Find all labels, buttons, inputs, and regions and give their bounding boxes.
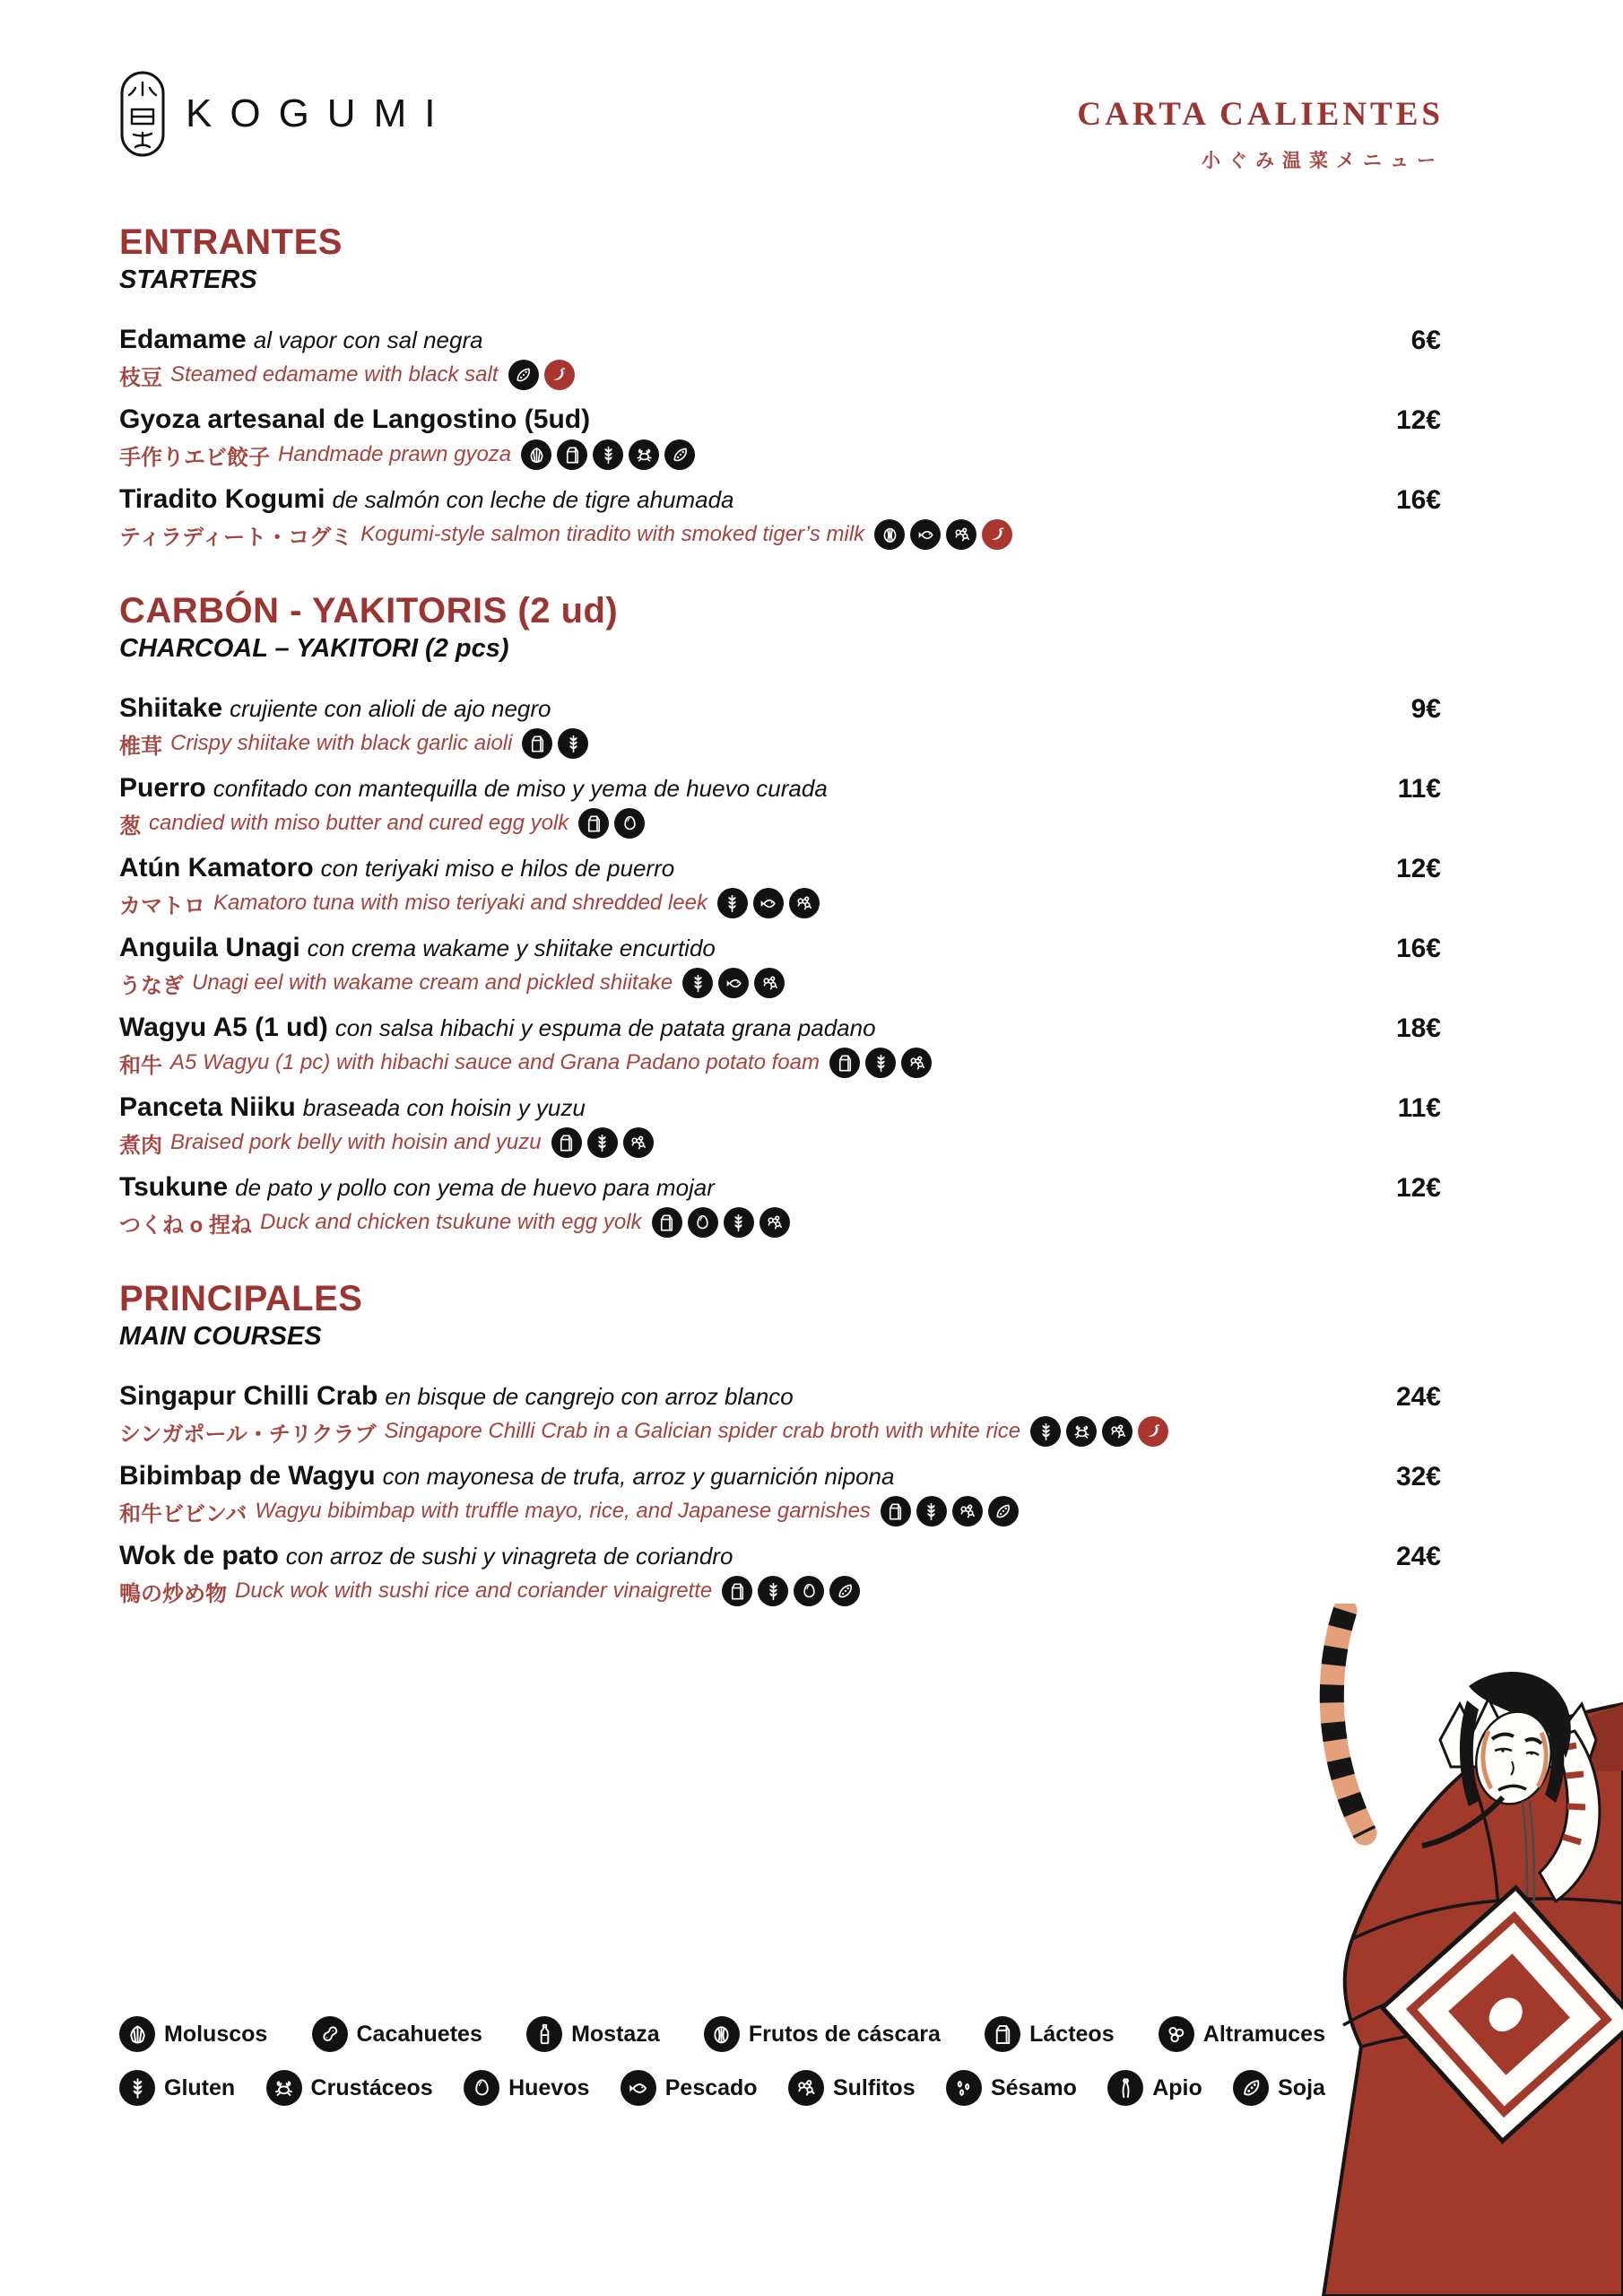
soja-icon [508, 360, 539, 390]
lacteos-icon [557, 439, 587, 470]
legend-item-pescado [621, 2070, 758, 2106]
item-desc-es: en bisque de cangrejo con arroz blanco [385, 1383, 794, 1410]
legend-label: Frutos de cáscara [748, 2021, 941, 2047]
item-name: Panceta Niiku [119, 1092, 296, 1122]
item-desc-en: Kamatoro tuna with miso teriyaki and shredded leek [213, 891, 707, 915]
gluten-icon [865, 1048, 896, 1078]
item-jp: 椎茸 [119, 734, 162, 759]
sulfitos-icon [754, 968, 785, 998]
soja-icon [988, 1496, 1019, 1526]
moluscos-icon [119, 2016, 155, 2052]
item-desc-en: Braised pork belly with hoisin and yuzu [170, 1130, 542, 1154]
legend-item-crustaceos [266, 2070, 433, 2106]
huevos-icon [688, 1207, 718, 1238]
section-title-es: PRINCIPALES [119, 1279, 363, 1318]
item-price: 18€ [1395, 1013, 1441, 1043]
menu-item [119, 1012, 1441, 1080]
legend-item-cacahuetes [312, 2016, 482, 2052]
item-desc-es: con salsa hibachi y espuma de patata grana padano [334, 1014, 876, 1041]
gluten-icon [119, 2070, 155, 2106]
item-price: 12€ [1395, 1173, 1441, 1203]
crustaceos-icon [266, 2070, 302, 2106]
item-desc-en: Crispy shiitake with black garlic aioli [170, 731, 513, 755]
menu-item [119, 1171, 1441, 1239]
sulfitos-icon [789, 888, 820, 918]
item-jp: 葱 [119, 813, 141, 839]
item-price: 12€ [1395, 405, 1441, 435]
item-allergens [881, 1496, 1019, 1526]
item-allergens [722, 1576, 860, 1606]
moluscos-icon [521, 439, 551, 470]
pescado-icon [753, 888, 784, 918]
item-allergens [829, 1048, 932, 1078]
item-desc-es: con arroz de sushi y vinagreta de coriandro [285, 1543, 733, 1570]
item-desc-es: de salmón con leche de tigre ahumada [332, 486, 734, 513]
item-desc-es: crujiente con alioli de ajo negro [230, 695, 551, 722]
item-allergens [578, 808, 645, 839]
item-name: Bibimbap de Wagyu [119, 1461, 376, 1491]
item-jp: カマトロ [119, 893, 205, 918]
gluten-icon [717, 888, 748, 918]
legend-label: Gluten [164, 2074, 236, 2100]
legend-item-frutos-cascara [704, 2016, 941, 2052]
menu-item [119, 852, 1441, 920]
menu-section [119, 1279, 1441, 1608]
item-desc-es: con mayonesa de trufa, arroz y guarnición nipona [382, 1463, 895, 1490]
pescado-icon [718, 968, 749, 998]
soja-icon [829, 1576, 860, 1606]
legend-item-mostaza [526, 2016, 660, 2052]
menu-item [119, 324, 1441, 392]
item-name: Anguila Unagi [119, 933, 300, 962]
legend-label: Crustáceos [310, 2074, 433, 2100]
item-jp: 煮肉 [119, 1133, 162, 1158]
item-price: 24€ [1395, 1542, 1441, 1571]
sulfitos-icon [788, 2070, 824, 2106]
huevos-icon [464, 2070, 499, 2106]
item-desc-en: Kogumi-style salmon tiradito with smoked tiger’s milk [360, 522, 865, 546]
sulfitos-icon [623, 1127, 654, 1158]
striped-pole-icon [1332, 1611, 1365, 1833]
pescado-icon [621, 2070, 656, 2106]
item-name: Atún Kamatoro [119, 853, 314, 883]
item-jp: うなぎ [119, 973, 184, 998]
item-jp: 和牛 [119, 1053, 162, 1078]
item-price: 6€ [1410, 326, 1441, 355]
item-name: Puerro [119, 773, 206, 803]
lacteos-icon [985, 2016, 1020, 2052]
item-desc-es: con teriyaki miso e hilos de puerro [320, 855, 675, 882]
legend-label: Lácteos [1029, 2021, 1115, 2047]
legend-row [119, 2016, 1325, 2052]
menu-item [119, 404, 1441, 472]
altramuces-icon [1159, 2016, 1194, 2052]
item-desc-es: con crema wakame y shiitake encurtido [307, 935, 716, 961]
legend-label: Pescado [664, 2074, 758, 2100]
mostaza-icon [526, 2016, 562, 2052]
legend-label: Soja [1278, 2074, 1325, 2100]
pescado-icon [910, 519, 941, 550]
item-jp: 和牛ビビンバ [119, 1501, 247, 1526]
item-jp: 鴨の炒め物 [119, 1581, 227, 1606]
lacteos-icon [551, 1127, 582, 1158]
frutos-cascara-icon [874, 519, 905, 550]
item-desc-en: candied with miso butter and cured egg yolk [149, 811, 569, 835]
frutos-cascara-icon [704, 2016, 740, 2052]
legend-item-sulfitos [788, 2070, 916, 2106]
menu-item [119, 1460, 1441, 1528]
legend-item-sesamo [946, 2070, 1077, 2106]
item-price: 16€ [1395, 934, 1441, 963]
page-title: CARTA CALIENTES [1077, 96, 1444, 133]
legend-item-huevos [464, 2070, 589, 2106]
legend-label: Moluscos [164, 2021, 268, 2047]
gluten-icon [916, 1496, 947, 1526]
menu-item [119, 1380, 1441, 1448]
item-allergens [521, 439, 695, 470]
page-subtitle-jp: 小ぐみ温菜メニュー [1202, 151, 1444, 171]
legend-item-lacteos [985, 2016, 1114, 2052]
sulfitos-icon [952, 1496, 983, 1526]
item-jp: 手作りエビ餃子 [119, 445, 270, 470]
item-allergens [522, 728, 588, 759]
brand-wordmark: KOGUMI [186, 91, 454, 135]
gluten-icon [587, 1127, 618, 1158]
item-price: 16€ [1395, 485, 1441, 515]
item-allergens [682, 968, 785, 998]
item-name: Wok de pato [119, 1541, 279, 1570]
item-jp: シンガポール・チリクラブ [119, 1422, 377, 1447]
section-title-es: ENTRANTES [119, 222, 343, 262]
gluten-icon [724, 1207, 754, 1238]
item-name: Singapur Chilli Crab [119, 1381, 378, 1411]
legend-item-gluten [119, 2070, 235, 2106]
item-price: 32€ [1395, 1462, 1441, 1492]
lacteos-icon [829, 1048, 860, 1078]
gluten-icon [758, 1576, 788, 1606]
item-jp: つくね o 捏ね [119, 1213, 252, 1238]
item-price: 24€ [1395, 1382, 1441, 1412]
item-allergens [1030, 1416, 1168, 1447]
item-allergens [508, 360, 575, 390]
gluten-icon [558, 728, 588, 759]
lacteos-icon [652, 1207, 682, 1238]
sulfitos-icon [946, 519, 976, 550]
item-desc-en: Duck wok with sushi rice and coriander vinaigrette [235, 1578, 713, 1603]
legend-label: Altramuces [1202, 2021, 1325, 2047]
item-price: 11€ [1397, 774, 1441, 804]
item-name: Tiradito Kogumi [119, 484, 325, 514]
huevos-icon [794, 1576, 824, 1606]
item-desc-en: Singapore Chilli Crab in a Galician spider crab broth with white rice [384, 1419, 1021, 1443]
sulfitos-icon [901, 1048, 932, 1078]
section-items [119, 692, 1441, 1239]
legend-label: Sésamo [990, 2074, 1077, 2100]
item-allergens [652, 1207, 790, 1238]
section-title-en: STARTERS [119, 265, 257, 294]
gluten-icon [593, 439, 623, 470]
menu-item [119, 932, 1441, 1000]
item-name: Gyoza artesanal de Langostino (5ud) [119, 404, 591, 434]
crustaceos-icon [1066, 1416, 1097, 1447]
crustaceos-icon [629, 439, 659, 470]
section-title-en: CHARCOAL – YAKITORI (2 pcs) [119, 634, 509, 663]
soja-icon [664, 439, 695, 470]
gluten-icon [1030, 1416, 1061, 1447]
legend-label: Mostaza [571, 2021, 660, 2047]
item-jp: ティラディート・コグミ [119, 525, 353, 550]
item-price: 11€ [1397, 1093, 1441, 1123]
item-allergens [551, 1127, 654, 1158]
menu-item [119, 483, 1441, 552]
soja-icon [1233, 2070, 1269, 2106]
lacteos-icon [522, 728, 552, 759]
menu-section [119, 591, 1441, 1239]
item-name: Shiitake [119, 693, 223, 723]
menu-item [119, 1540, 1441, 1608]
huevos-icon [614, 808, 645, 839]
section-title-en: MAIN COURSES [119, 1322, 322, 1351]
sulfitos-icon [1102, 1416, 1133, 1447]
item-allergens [874, 519, 1012, 550]
item-desc-es: confitado con mantequilla de miso y yema de huevo curada [213, 775, 828, 802]
item-name: Tsukune [119, 1172, 229, 1202]
item-desc-es: braseada con hoisin y yuzu [302, 1094, 586, 1121]
legend-row [119, 2070, 1325, 2106]
section-title-es: CARBÓN - YAKITORIS (2 ud) [119, 591, 619, 631]
legend-item-apio [1107, 2070, 1202, 2106]
gluten-icon [682, 968, 713, 998]
legend-label: Sulfitos [832, 2074, 916, 2100]
picante-icon [1138, 1416, 1168, 1447]
item-price: 12€ [1395, 854, 1441, 883]
legend-label: Huevos [508, 2074, 590, 2100]
legend-item-moluscos [119, 2016, 267, 2052]
item-desc-en: Duck and chicken tsukune with egg yolk [260, 1210, 642, 1234]
item-desc-en: Wagyu bibimbap with truffle mayo, rice, and Japanese garnishes [255, 1499, 871, 1523]
brand-logo [119, 70, 453, 158]
lacteos-icon [578, 808, 609, 839]
allergen-legend [119, 2016, 1325, 2124]
legend-label: Cacahuetes [356, 2021, 482, 2047]
item-allergens [717, 888, 820, 918]
cacahuetes-icon [312, 2016, 348, 2052]
section-items [119, 1380, 1441, 1608]
header [119, 70, 1444, 173]
legend-label: Apio [1152, 2074, 1202, 2100]
menu-sections [119, 222, 1441, 1648]
menu-item [119, 692, 1441, 761]
menu-section [119, 222, 1441, 552]
item-jp: 枝豆 [119, 365, 162, 390]
item-desc-en: Handmade prawn gyoza [278, 442, 512, 466]
item-desc-en: Steamed edamame with black salt [170, 362, 499, 387]
apio-icon [1107, 2070, 1143, 2106]
lacteos-icon [722, 1576, 752, 1606]
kogumi-seal-icon [119, 70, 166, 158]
lacteos-icon [881, 1496, 911, 1526]
picante-icon [982, 519, 1012, 550]
item-desc-en: Unagi eel with wakame cream and pickled shiitake [192, 970, 673, 995]
picante-icon [544, 360, 575, 390]
section-items [119, 324, 1441, 552]
sesamo-icon [946, 2070, 982, 2106]
menu-item [119, 772, 1441, 840]
item-name: Edamame [119, 325, 247, 354]
kabuki-illustration [1289, 1604, 1623, 2296]
menu-item [119, 1091, 1441, 1160]
item-desc-en: A5 Wagyu (1 pc) with hibachi sauce and Grana Padano potato foam [170, 1050, 820, 1074]
item-name: Wagyu A5 (1 ud) [119, 1013, 328, 1042]
item-desc-es: al vapor con sal negra [253, 326, 483, 353]
item-price: 9€ [1410, 694, 1441, 724]
title-block [1077, 95, 1444, 173]
sulfitos-icon [759, 1207, 790, 1238]
item-desc-es: de pato y pollo con yema de huevo para mojar [235, 1174, 715, 1201]
